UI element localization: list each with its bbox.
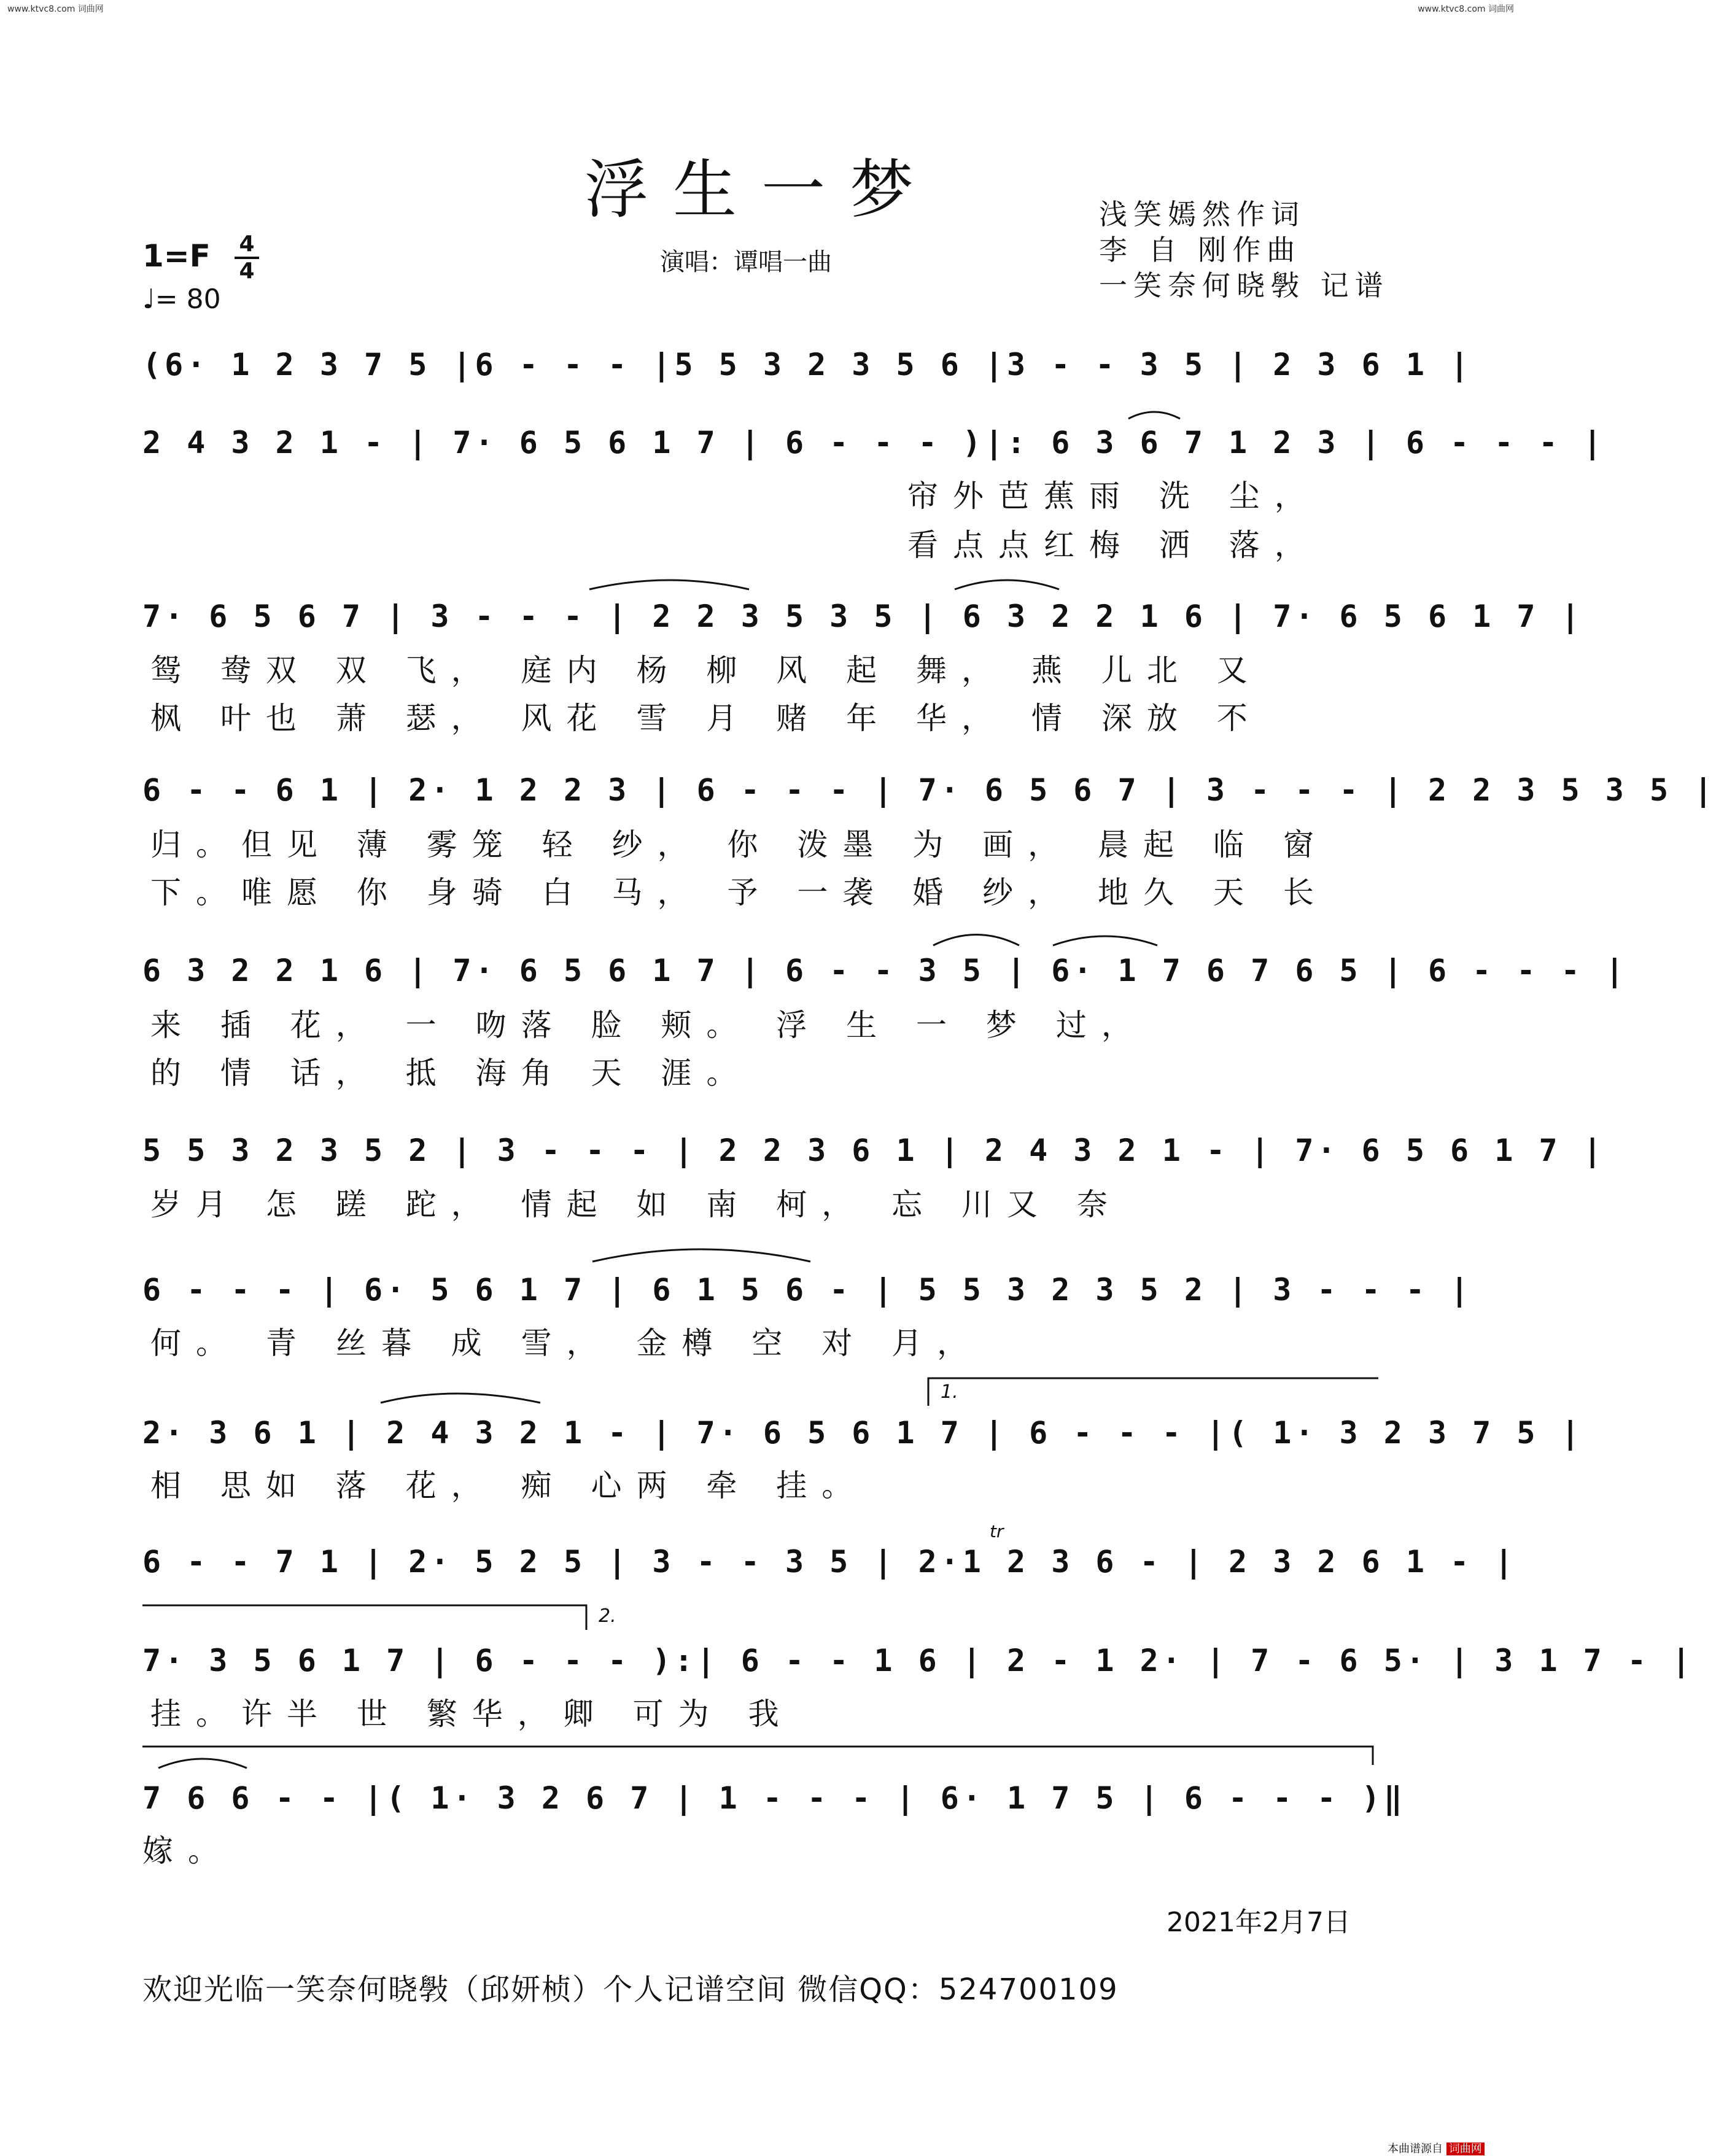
lyric-line-2a: 帘外芭蕉雨 洗 尘， (907, 478, 1320, 514)
tempo-marking: ♩= 80 (142, 284, 221, 315)
time-bottom: 4 (239, 258, 255, 284)
slur (158, 1759, 247, 1768)
score-line-2: 2 4 3 2 1 - | 7· 6 5 6 1 7 | 6 - - - )|: 6 3 6 7 1 2 3 | 6 - - - | (142, 425, 1605, 460)
lyric-line-7: 何。 青 丝暮 成 雪， 金樽 空 对 月， (150, 1325, 983, 1361)
lyric-line-5a: 来 插 花， 一 吻落 脸 颊。 浮 生 一 梦 过， (150, 1007, 1147, 1043)
lyric-line-4b: 下。唯愿 你 身骑 白 马， 予 一袭 婚 纱， 地久 天 长 (150, 875, 1329, 910)
singer-credit: 演唱：谭唱一曲 (660, 248, 832, 276)
transcriber-credit: 一笑奈何晓斅 记谱 (1099, 269, 1389, 302)
lyric-line-3b: 枫 叶也 萧 瑟， 风花 雪 月 赌 年 华， 情 深放 不 (150, 700, 1262, 736)
score-line-6: 5 5 3 2 3 5 2 | 3 - - - | 2 2 3 6 1 | 2 4 3 2 1 - | 7· 6 5 6 1 7 | (142, 1133, 1605, 1168)
lyricist-credit: 浅笑嫣然作词 (1099, 198, 1305, 231)
volta-first: 1. (941, 1381, 958, 1403)
score-line-9: 6 - - 7 1 | 2· 5 2 5 | 3 - - 3 5 | 2·1 2 3 6 - | 2 3 2 6 1 - | (142, 1544, 1517, 1580)
score-line-4: 6 - - 6 1 | 2· 1 2 2 3 | 6 - - - | 7· 6 5 6 7 | 3 - - - | 2 2 3 5 3 5 | (142, 772, 1716, 808)
corner-left: www.ktvc8.com 词曲网 (7, 4, 104, 14)
corner-right: www.ktvc8.com 词曲网 (1418, 4, 1514, 14)
source-stamp (1388, 2140, 1485, 2156)
score-line-1: (6· 1 2 3 7 5 |6 - - - |5 5 3 2 3 5 6 |3 - - 3 5 | 2 3 6 1 | (142, 347, 1473, 382)
slur (933, 935, 1019, 946)
source-stamp-brand: 词曲网 (1446, 2142, 1485, 2155)
volta-first-bracket (928, 1378, 1378, 1406)
lyric-line-10: 挂。许半 世 繁华，卿 可为 我 (150, 1696, 794, 1732)
volta-second: 2. (599, 1605, 616, 1627)
lyric-line-2b: 看点点红梅 洒 落， (907, 527, 1320, 563)
score-line-8: 2· 3 6 1 | 2 4 3 2 1 - | 7· 6 5 6 1 7 | 6 - - - |( 1· 3 2 3 7 5 | (142, 1415, 1583, 1451)
lyric-line-6: 岁月 怎 蹉 跎， 情起 如 南 柯， 忘 川又 奈 (150, 1187, 1122, 1222)
lyric-line-5b: 的 情 话， 抵 海角 天 涯。 (150, 1055, 752, 1091)
slur (1053, 936, 1157, 945)
slur (589, 580, 749, 589)
date-stamp: 2021年2月7日 (1167, 1907, 1351, 1938)
footer-text: 欢迎光临一笑奈何晓斅（邱妍桢）个人记谱空间 微信QQ：524700109 (142, 1972, 1119, 2007)
score-line-3: 7· 6 5 6 7 | 3 - - - | 2 2 3 5 3 5 | 6 3 2 2 1 6 | 7· 6 5 6 1 7 | (142, 599, 1583, 634)
slur (1128, 412, 1180, 419)
score-line-10: 7· 3 5 6 1 7 | 6 - - - ):| 6 - - 1 6 | 2 - 1 2· | 7 - 6 5· | 3 1 7 - | (142, 1643, 1695, 1678)
lyric-line-3a: 鸳 鸯双 双 飞， 庭内 杨 柳 风 起 舞， 燕 儿北 又 (150, 653, 1262, 688)
lyric-line-4a: 归。但见 薄 雾笼 轻 纱， 你 泼墨 为 画， 晨起 临 窗 (150, 827, 1329, 863)
score-line-7: 6 - - - | 6· 5 6 1 7 | 6 1 5 6 - | 5 5 3 2 3 5 2 | 3 - - - | (142, 1272, 1473, 1308)
score-line-5: 6 3 2 2 1 6 | 7· 6 5 6 1 7 | 6 - - 3 5 | 6· 1 7 6 7 6 5 | 6 - - - | (142, 953, 1628, 988)
key-signature: 1=F (142, 238, 211, 274)
coda-bracket (142, 1747, 1373, 1765)
composer-credit: 李 自 刚作曲 (1099, 233, 1302, 266)
score-line-11: 7 6 6 - - |( 1· 3 2 6 7 | 1 - - - | 6· 1 7 5 | 6 - - - )‖ (142, 1780, 1406, 1816)
slur (955, 580, 1059, 589)
slur (592, 1249, 810, 1262)
lyric-line-8: 相 思如 落 花， 痴 心两 牵 挂。 (150, 1468, 868, 1503)
page-title: 浮生一梦 (584, 152, 938, 227)
time-top: 4 (239, 231, 255, 257)
lyric-line-11: 嫁。 (142, 1833, 233, 1869)
volta-second-bracket (142, 1605, 586, 1630)
trill-mark: tr (990, 1521, 1004, 1541)
source-stamp-text: 本曲谱源自 (1388, 2142, 1443, 2155)
slur (381, 1394, 540, 1403)
